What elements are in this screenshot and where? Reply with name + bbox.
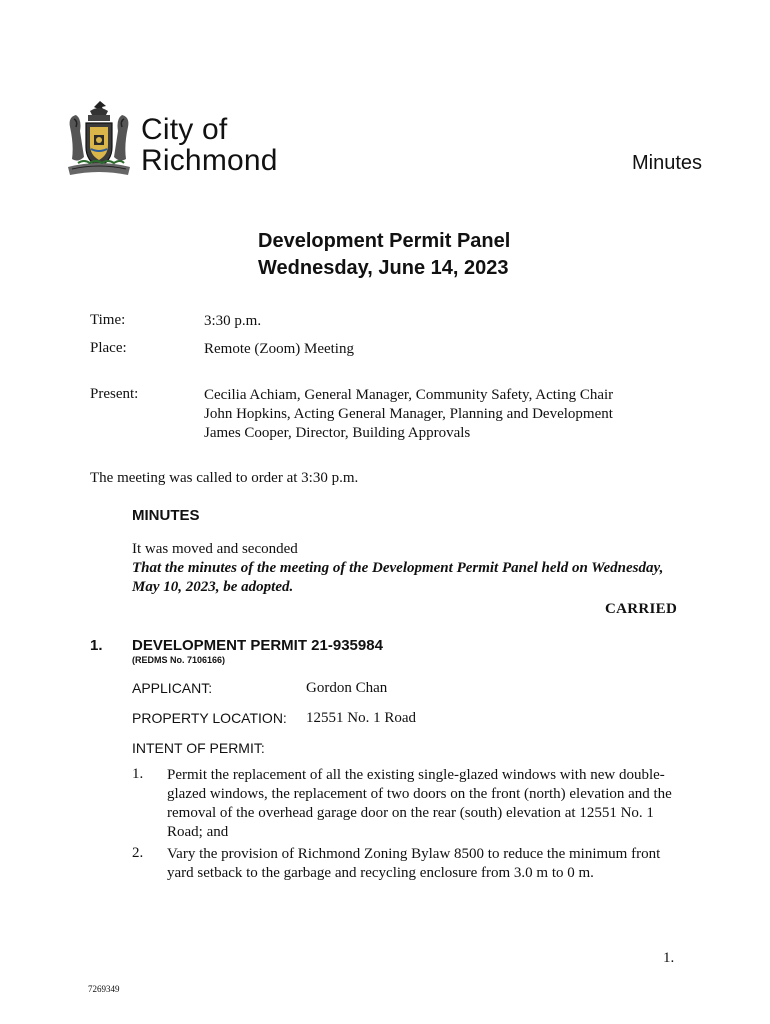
- meeting-title-line1: Development Permit Panel: [258, 230, 511, 252]
- city-of-richmond-crest-logo: [64, 97, 134, 183]
- present-member: John Hopkins, Acting General Manager, Planning and Development: [204, 406, 613, 422]
- motion-line: May 10, 2023, be adopted.: [132, 579, 294, 595]
- time-value: 3:30 p.m.: [204, 313, 262, 329]
- meeting-date: Wednesday, June 14, 2023: [258, 257, 509, 279]
- applicant-value: Gordon Chan: [306, 680, 388, 696]
- intent-label: INTENT OF PERMIT:: [132, 740, 265, 756]
- carried-status: CARRIED: [605, 601, 678, 617]
- intent-item-line: yard setback to the garbage and recycling enclosure from 3.0 m to 0 m.: [167, 865, 594, 881]
- intent-item-line: Permit the replacement of all the existing single-glazed windows with new double-: [167, 767, 665, 783]
- intent-item-text: [167, 845, 679, 883]
- city-name: [141, 114, 278, 176]
- item-title: DEVELOPMENT PERMIT 21-935984: [132, 637, 383, 654]
- intent-item-line: glazed windows, the replacement of two doors on the front (north) elevation and the: [167, 786, 672, 802]
- intent-item-number: 1.: [132, 766, 144, 782]
- minutes-heading: MINUTES: [132, 507, 200, 524]
- moved-seconded: It was moved and seconded: [132, 541, 298, 557]
- intent-item-text: [167, 766, 679, 842]
- motion-line: That the minutes of the meeting of the Development Permit Panel held on Wednesday,: [132, 560, 664, 576]
- document-type: Minutes: [632, 152, 703, 174]
- place-label: Place:: [90, 340, 127, 356]
- time-label: Time:: [90, 312, 126, 328]
- city-name-line1: City of: [141, 113, 228, 146]
- property-location-value: 12551 No. 1 Road: [306, 710, 416, 726]
- present-member: Cecilia Achiam, General Manager, Community Safety, Acting Chair: [204, 387, 614, 403]
- intent-item-number: 2.: [132, 845, 144, 861]
- intent-item-line: Road; and: [167, 824, 229, 840]
- meeting-title: [258, 228, 510, 282]
- item-redms-reference: (REDMS No. 7106166): [132, 655, 226, 665]
- present-member: James Cooper, Director, Building Approvals: [204, 425, 471, 441]
- page-number: 1.: [663, 950, 675, 966]
- applicant-label: APPLICANT:: [132, 680, 213, 696]
- property-location-label: PROPERTY LOCATION:: [132, 710, 287, 726]
- intent-item-line: removal of the overhead garage door on the rear (south) elevation at 12551 No. 1: [167, 805, 654, 821]
- item-number: 1.: [90, 637, 103, 654]
- motion-text: [132, 559, 692, 597]
- place-value: Remote (Zoom) Meeting: [204, 341, 354, 357]
- present-label: Present:: [90, 386, 139, 402]
- intent-item-line: Vary the provision of Richmond Zoning Bylaw 8500 to reduce the minimum front: [167, 846, 661, 862]
- city-name-line2: Richmond: [141, 144, 278, 177]
- present-list: [204, 386, 613, 443]
- document-code: 7269349: [88, 984, 120, 994]
- call-to-order: The meeting was called to order at 3:30 p.m.: [90, 470, 359, 486]
